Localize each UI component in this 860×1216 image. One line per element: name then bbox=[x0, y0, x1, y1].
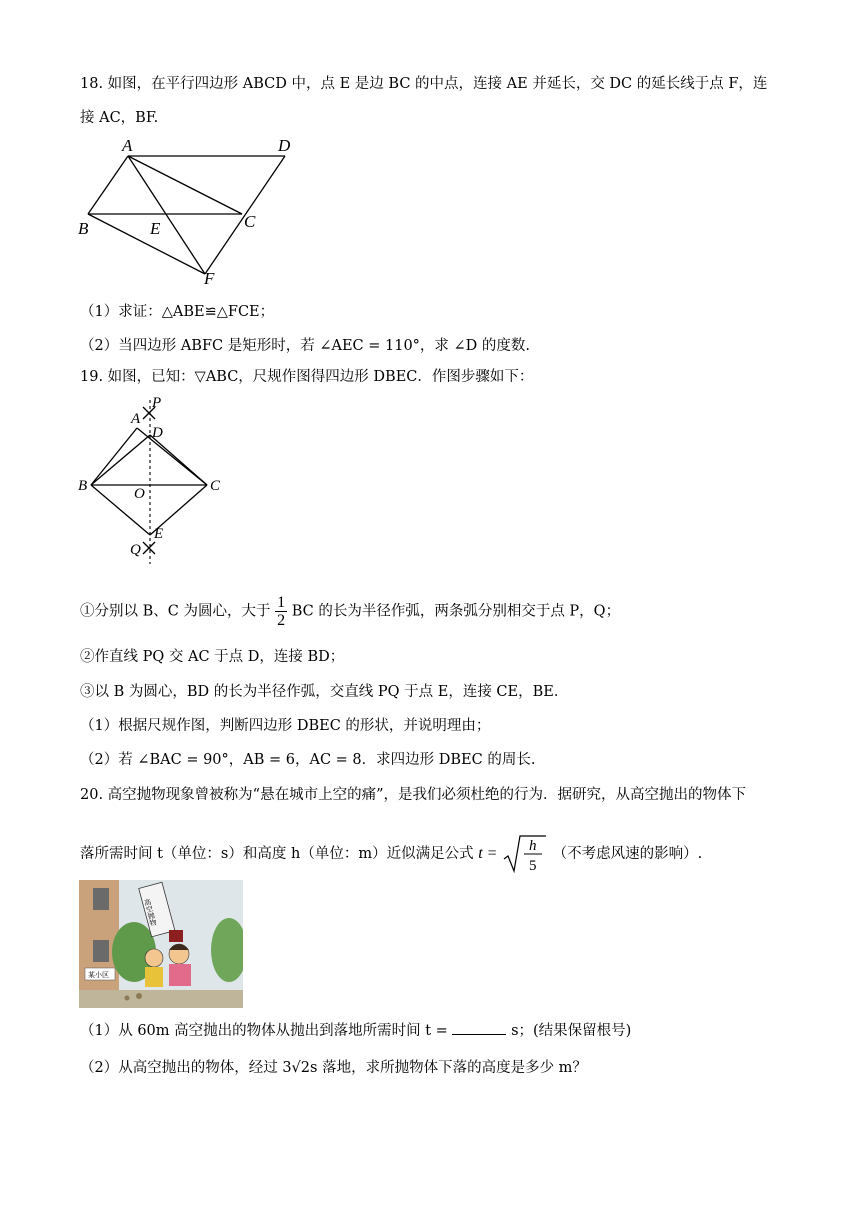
q20-line2-post: （不考虑风速的影响）. bbox=[552, 846, 703, 862]
q19-step2: ②作直线 PQ 交 AC 于点 D，连接 BD； bbox=[80, 649, 345, 665]
q20-part1-pre: （1）从 60m 高空抛出的物体从抛出到落地所需时间 t = bbox=[80, 1023, 448, 1039]
label-c2: C bbox=[210, 478, 221, 494]
q20-part1 bbox=[80, 1020, 631, 1041]
q18-figure bbox=[70, 132, 310, 287]
label-c: C bbox=[244, 212, 256, 231]
q18-part2: （2）当四边形 ABFC 是矩形时，若 ∠AEC = 110°，求 ∠D 的度数. bbox=[80, 338, 531, 354]
formula-denominator: 5 bbox=[529, 858, 537, 874]
img-sign-text: 某小区 bbox=[88, 971, 109, 979]
q20-part2: （2）从高空抛出的物体，经过 3√2s 落地，求所抛物体下落的高度是多少 m？ bbox=[80, 1060, 587, 1076]
q20-line1: 20. 高空抛物现象曾被称为“悬在城市上空的痛”，是我们必须杜绝的行为．据研究，从高空抛出的物体下 bbox=[80, 787, 746, 803]
q20-line2-pre: 落所需时间 t（单位：s）和高度 h（单位：m）近似满足公式 bbox=[80, 846, 474, 862]
q20-part1-post: s；(结果保留根号) bbox=[511, 1023, 632, 1039]
cartoon-illustration bbox=[79, 880, 243, 1008]
label-q: Q bbox=[130, 542, 141, 558]
fraction-half bbox=[275, 594, 287, 629]
q20-line2 bbox=[80, 833, 702, 875]
q19-part2: （2）若 ∠BAC = 90°，AB = 6，AC = 8．求四边形 DBEC 的周长. bbox=[80, 752, 536, 768]
q18-line2: 接 AC，BF. bbox=[80, 110, 159, 126]
fraction-numerator: 1 bbox=[277, 594, 286, 611]
label-f: F bbox=[204, 269, 215, 287]
q19-step1-pre: ①分别以 B、C 为圆心，大于 bbox=[80, 603, 271, 620]
label-d2: D bbox=[152, 425, 163, 441]
label-d: D bbox=[278, 136, 291, 155]
label-o: O bbox=[134, 486, 145, 502]
sqrt-icon bbox=[502, 833, 548, 875]
q19-step1 bbox=[80, 594, 620, 629]
q19-step3: ③以 B 为圆心，BD 的长为半径作弧，交直线 PQ 于点 E，连接 CE，BE． bbox=[80, 684, 569, 700]
img-banner-text: 高空抛物 bbox=[142, 897, 158, 927]
label-e2: E bbox=[154, 526, 164, 542]
label-b: B bbox=[78, 219, 89, 238]
formula-numerator: h bbox=[529, 838, 537, 854]
label-e: E bbox=[150, 219, 161, 238]
label-a: A bbox=[122, 136, 133, 155]
q19-part1: （1）根据尺规作图，判断四边形 DBEC 的形状，并说明理由； bbox=[80, 718, 491, 734]
q19-step1-post: BC 的长为半径作弧，两条弧分别相交于点 P，Q； bbox=[291, 603, 621, 620]
q18-part1: （1）求证：△ABE≌△FCE； bbox=[80, 304, 275, 320]
label-p: P bbox=[152, 395, 162, 411]
q18-line1: 18. 如图，在平行四边形 ABCD 中，点 E 是边 BC 的中点，连接 AE 并延长，交 DC 的延长线于点 F，连 bbox=[80, 76, 768, 92]
q19-line1: 19. 如图，已知：▽ABC，尺规作图得四边形 DBEC．作图步骤如下： bbox=[80, 369, 534, 385]
label-b2: B bbox=[78, 478, 88, 494]
q19-figure bbox=[70, 392, 240, 570]
answer-blank[interactable] bbox=[452, 1020, 506, 1035]
fraction-denominator: 2 bbox=[277, 612, 286, 629]
formula-t: t = bbox=[478, 845, 498, 862]
label-a2: A bbox=[131, 411, 141, 427]
